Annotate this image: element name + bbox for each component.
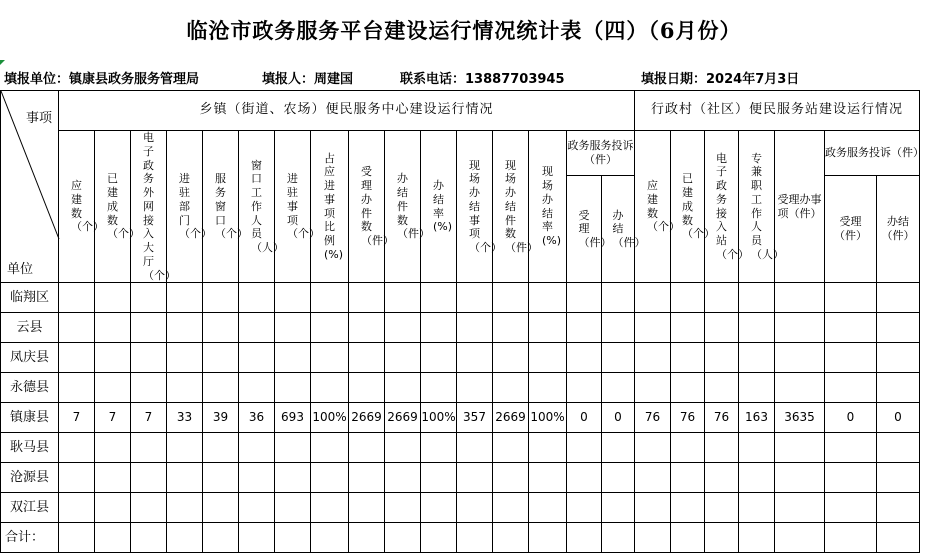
table-cell [131, 283, 167, 313]
col-label: 窗口工作人员（人） [251, 158, 284, 254]
table-cell [602, 343, 635, 373]
table-cell [95, 463, 131, 493]
table-cell [635, 493, 671, 523]
table-cell [385, 343, 421, 373]
col-village-network-stations [705, 131, 749, 283]
table-cell [739, 493, 775, 523]
col-label: 受理（件） [578, 208, 612, 250]
table-cell [275, 313, 311, 343]
table-cell [385, 463, 421, 493]
table-cell [275, 343, 311, 373]
table-cell: 693 [275, 403, 311, 433]
table-cell [567, 463, 602, 493]
table-cell [131, 463, 167, 493]
table-cell [239, 463, 275, 493]
table-row [1, 433, 920, 463]
row-label: 双江县 [1, 493, 59, 523]
table-cell [385, 313, 421, 343]
table-cell [567, 343, 602, 373]
table-cell: 0 [567, 403, 602, 433]
col-town-complaint-group: 政务服务投诉（件） [567, 131, 635, 176]
table-row [1, 343, 920, 373]
col-town-complaint-accepted [567, 176, 612, 283]
table-cell [131, 433, 167, 463]
unit-field [4, 70, 199, 90]
table-cell [457, 463, 493, 493]
table-cell [775, 343, 825, 373]
table-row [1, 373, 920, 403]
table-cell [59, 283, 95, 313]
table-cell [385, 373, 421, 403]
table-cell [567, 493, 602, 523]
table-cell [739, 373, 775, 403]
table-cell [775, 433, 825, 463]
table-cell [95, 493, 131, 523]
table-cell [529, 373, 567, 403]
col-town-departments [167, 131, 212, 283]
col-town-built [95, 131, 140, 283]
col-village-complaint-accepted [825, 176, 877, 283]
table-cell [493, 283, 529, 313]
table-cell [529, 463, 567, 493]
table-cell [203, 433, 239, 463]
col-village-built [671, 131, 715, 283]
table-cell [671, 313, 705, 343]
table-cell [825, 463, 877, 493]
col-town-complaint-completed [602, 176, 646, 283]
table-cell: 7 [95, 403, 131, 433]
table-cell [95, 343, 131, 373]
table-cell [95, 373, 131, 403]
table-cell [239, 493, 275, 523]
table-cell [203, 463, 239, 493]
table-cell [457, 343, 493, 373]
col-town-onsite-items [457, 131, 502, 283]
table-cell [739, 433, 775, 463]
table-cell [877, 373, 920, 403]
table-cell [385, 493, 421, 523]
table-cell [493, 373, 529, 403]
table-cell [493, 343, 529, 373]
table-cell [602, 313, 635, 343]
col-village-complaint-group: 政务服务投诉（件） [825, 131, 920, 176]
row-label: 凤庆县 [1, 343, 59, 373]
table-cell [877, 343, 920, 373]
table-cell: 39 [203, 403, 239, 433]
row-label: 临翔区 [1, 283, 59, 313]
table-cell [275, 373, 311, 403]
table-cell [567, 313, 602, 343]
date-field [641, 70, 799, 90]
date-label: 填报日期： [641, 72, 707, 87]
table-cell [705, 433, 739, 463]
table-cell [457, 433, 493, 463]
table-cell [739, 283, 775, 313]
table-cell: 163 [739, 403, 775, 433]
table-cell [825, 313, 877, 343]
filler-field [262, 70, 353, 90]
table-cell [275, 463, 311, 493]
table-cell [311, 493, 349, 523]
table-cell [385, 433, 421, 463]
date-value: 2024年7月3日 [706, 72, 800, 87]
table-row [1, 313, 920, 343]
table-cell [602, 493, 635, 523]
table-cell [493, 463, 529, 493]
col-town-should-build [59, 131, 104, 283]
col-label: 进驻事项（个） [287, 172, 320, 241]
table-cell [421, 463, 457, 493]
col-label: 应建数（个） [71, 179, 104, 234]
table-cell [203, 343, 239, 373]
phone-value: 13887703945 [465, 72, 565, 87]
table-cell [203, 373, 239, 403]
table-cell [877, 493, 920, 523]
col-label: 办结（件） [881, 215, 915, 243]
table-cell [775, 283, 825, 313]
table-row [1, 463, 920, 493]
table-cell [775, 373, 825, 403]
phone-field [400, 70, 565, 90]
col-label: 办结率(%) [433, 179, 453, 234]
table-cell [311, 373, 349, 403]
col-label: 电子政务外网接入大厅（个） [143, 131, 176, 282]
col-town-window-staff [239, 131, 284, 283]
table-cell [671, 463, 705, 493]
table-cell [602, 373, 635, 403]
col-label: 现场办结件数（件） [505, 158, 538, 254]
table-cell [457, 373, 493, 403]
table-cell [349, 343, 385, 373]
table-cell [635, 433, 671, 463]
table-cell [167, 463, 203, 493]
row-label: 耿马县 [1, 433, 59, 463]
col-label: 受理办事项（件） [777, 192, 822, 220]
table-cell: 33 [167, 403, 203, 433]
row-label: 云县 [1, 313, 59, 343]
col-town-windows [203, 131, 248, 283]
table-cell [705, 313, 739, 343]
table-cell [421, 433, 457, 463]
table-cell [671, 283, 705, 313]
col-label: 受理办件数（件） [361, 165, 394, 248]
unit-value: 镇康县政务服务管理局 [69, 72, 200, 87]
col-label: 办结（件） [612, 208, 646, 250]
table-cell: 76 [671, 403, 705, 433]
table-cell [131, 313, 167, 343]
table-row [1, 493, 920, 523]
table-cell [493, 433, 529, 463]
col-label: 占应进事项比例(%) [324, 151, 344, 261]
filler-label: 填报人： [262, 72, 315, 87]
table-cell [529, 493, 567, 523]
table-cell [877, 433, 920, 463]
table-cell [493, 493, 529, 523]
table-cell [131, 373, 167, 403]
table-cell [59, 433, 95, 463]
table-cell [167, 343, 203, 373]
table-cell [529, 433, 567, 463]
table-cell [567, 373, 602, 403]
table-cell [349, 373, 385, 403]
table-cell: 2669 [493, 403, 529, 433]
table-cell: 2669 [349, 403, 385, 433]
table-cell [311, 283, 349, 313]
table-cell: 0 [877, 403, 920, 433]
table-cell [239, 313, 275, 343]
col-label: 应建数（个） [647, 179, 680, 234]
table-cell [59, 313, 95, 343]
table-cell [239, 433, 275, 463]
table-cell: 100% [421, 403, 457, 433]
col-town-completion-rate [421, 131, 457, 283]
table-cell [167, 313, 203, 343]
table-row [1, 403, 920, 433]
table-cell [457, 313, 493, 343]
table-cell [705, 373, 739, 403]
table-cell [311, 433, 349, 463]
table-cell [739, 463, 775, 493]
table-cell [705, 343, 739, 373]
table-cell [167, 433, 203, 463]
table-body [1, 283, 920, 523]
table-cell [59, 463, 95, 493]
col-village-should-build [635, 131, 680, 283]
table-cell [167, 493, 203, 523]
table-cell [671, 493, 705, 523]
table-cell [59, 373, 95, 403]
table-cell [567, 433, 602, 463]
col-label: 已建成数（个） [107, 172, 140, 241]
table-cell: 0 [602, 403, 635, 433]
col-town-items [275, 131, 320, 283]
table-cell [95, 313, 131, 343]
table-cell [705, 493, 739, 523]
total-label: 合计： [1, 523, 59, 553]
table-cell [385, 283, 421, 313]
table-cell [349, 283, 385, 313]
table-cell: 76 [635, 403, 671, 433]
table-cell [59, 343, 95, 373]
table-cell [203, 493, 239, 523]
table-cell [457, 493, 493, 523]
table-cell [775, 493, 825, 523]
table-cell [739, 343, 775, 373]
table-cell [877, 463, 920, 493]
table-cell [203, 313, 239, 343]
table-cell [635, 343, 671, 373]
corner-top-label: 事项 [25, 111, 52, 126]
table-cell: 0 [825, 403, 877, 433]
table-cell [825, 283, 877, 313]
section-village-header: 行政村（社区）便民服务站建设运行情况 [635, 91, 920, 131]
table-cell [311, 463, 349, 493]
table-cell: 357 [457, 403, 493, 433]
table-cell [739, 313, 775, 343]
col-label: 现场办结事项（个） [469, 158, 502, 254]
col-town-onsite-completed [493, 131, 538, 283]
phone-label: 联系电话： [400, 72, 466, 87]
table-cell: 36 [239, 403, 275, 433]
col-label: 专兼职工作人员（人） [751, 151, 784, 261]
table-cell [421, 343, 457, 373]
table-cell [671, 343, 705, 373]
col-town-completed [385, 131, 430, 283]
table-cell [877, 283, 920, 313]
cell-marker [0, 60, 5, 65]
table-cell [349, 493, 385, 523]
col-town-accepted [349, 131, 394, 283]
table-cell [635, 313, 671, 343]
col-label: 服务窗口（个） [215, 172, 248, 241]
table-cell [421, 283, 457, 313]
col-label: 现场办结率(%) [542, 165, 562, 248]
col-label: 已建成数（个） [682, 172, 715, 241]
row-label: 永德县 [1, 373, 59, 403]
table-cell [671, 433, 705, 463]
table-cell [602, 283, 635, 313]
table-cell: 7 [59, 403, 95, 433]
table-cell [239, 373, 275, 403]
table-cell [602, 433, 635, 463]
table-cell [421, 373, 457, 403]
row-label: 镇康县 [1, 403, 59, 433]
table-cell [239, 283, 275, 313]
table-cell: 100% [311, 403, 349, 433]
table-cell [529, 283, 567, 313]
table-cell [877, 313, 920, 343]
table-cell [529, 313, 567, 343]
col-label: 电子政务接入站（个） [716, 151, 749, 261]
table-cell [671, 373, 705, 403]
table-cell [775, 463, 825, 493]
unit-label: 填报单位： [4, 72, 70, 87]
table-cell [825, 373, 877, 403]
table-cell [421, 313, 457, 343]
table-cell [635, 283, 671, 313]
col-village-complaint-completed [877, 176, 920, 283]
table-cell [311, 313, 349, 343]
corner-header-cell [1, 91, 59, 283]
table-cell [349, 463, 385, 493]
table-cell [59, 493, 95, 523]
table-cell [635, 373, 671, 403]
table-cell [95, 433, 131, 463]
table-cell [705, 463, 739, 493]
table-cell [95, 283, 131, 313]
col-town-onsite-rate [529, 131, 567, 283]
table-cell [275, 283, 311, 313]
col-label: 进驻部门（个） [179, 172, 212, 241]
table-cell [529, 343, 567, 373]
table-row [1, 283, 920, 313]
section-town-header: 乡镇（街道、农场）便民服务中心建设运行情况 [59, 91, 635, 131]
table-cell [167, 283, 203, 313]
table-cell [349, 433, 385, 463]
table-cell [705, 283, 739, 313]
corner-bottom-label: 单位 [7, 262, 34, 277]
table-cell [275, 493, 311, 523]
table-cell [203, 283, 239, 313]
table-cell [239, 343, 275, 373]
table-cell [635, 463, 671, 493]
table-cell [131, 493, 167, 523]
table-cell: 100% [529, 403, 567, 433]
col-label: 办结件数（件） [397, 172, 430, 241]
table-cell: 2669 [385, 403, 421, 433]
table-cell [275, 433, 311, 463]
table-cell [825, 433, 877, 463]
col-town-network-halls [131, 131, 176, 283]
table-cell: 76 [705, 403, 739, 433]
row-label: 沧源县 [1, 463, 59, 493]
table-cell [349, 313, 385, 343]
table-cell [311, 343, 349, 373]
filler-value: 周建国 [314, 72, 354, 87]
table-cell [457, 283, 493, 313]
table-cell [825, 493, 877, 523]
statistics-table [0, 90, 924, 553]
table-cell: 3635 [775, 403, 825, 433]
table-cell [131, 343, 167, 373]
page-title: 临沧市政务服务平台建设运行情况统计表（四）（6月份） [186, 18, 742, 43]
col-label: 受理（件） [834, 215, 867, 243]
table-cell: 7 [131, 403, 167, 433]
table-cell [602, 463, 635, 493]
table-cell [421, 493, 457, 523]
table-cell [567, 283, 602, 313]
table-cell [493, 313, 529, 343]
table-cell [825, 343, 877, 373]
table-cell [167, 373, 203, 403]
table-cell [775, 313, 825, 343]
col-town-item-ratio [311, 131, 349, 283]
